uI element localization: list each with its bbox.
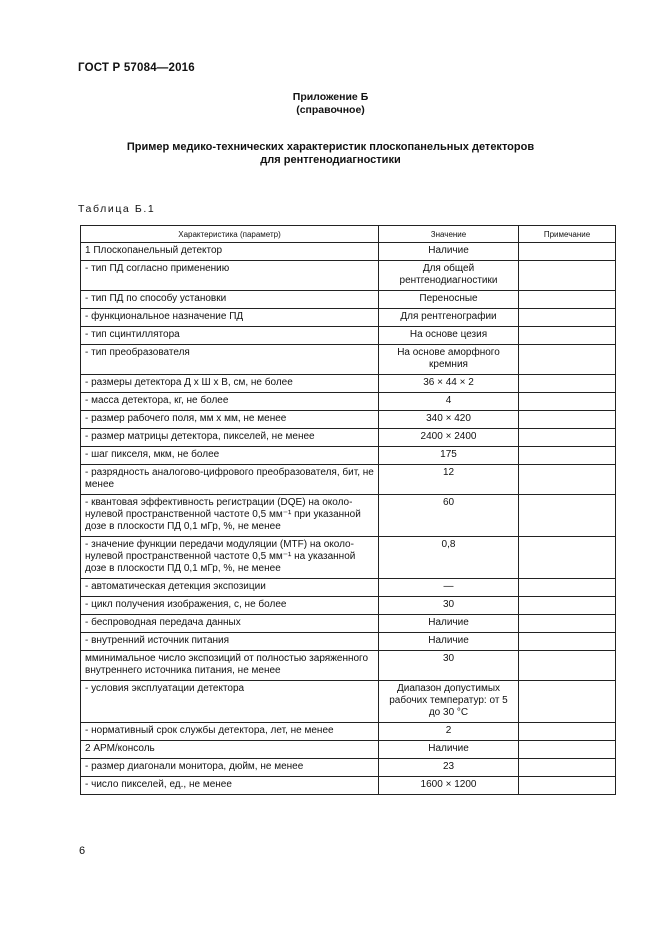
table-row [81, 633, 616, 651]
table-row [81, 651, 616, 681]
note-cell [519, 429, 616, 447]
note-cell [519, 615, 616, 633]
value-cell: Для рентгенографии [379, 309, 519, 327]
table-row [81, 261, 616, 291]
note-cell [519, 537, 616, 579]
param-cell: - масса детектора, кг, не более [81, 393, 379, 411]
document-title-line-2: для рентгенодиагностики [260, 154, 401, 166]
param-cell: - шаг пикселя, мкм, не более [81, 447, 379, 465]
note-cell [519, 633, 616, 651]
value-cell: Диапазон допустимых рабочих температур: от 5 до 30 °С [379, 681, 519, 723]
value-cell: — [379, 579, 519, 597]
value-cell: 30 [379, 651, 519, 681]
table-row [81, 495, 616, 537]
note-cell [519, 447, 616, 465]
document-title [0, 141, 661, 167]
value-cell: Наличие [379, 741, 519, 759]
table-row [81, 345, 616, 375]
param-cell: - размер диагонали монитора, дюйм, не менее [81, 759, 379, 777]
value-cell: 175 [379, 447, 519, 465]
value-cell: Для общей рентгенодиагностики [379, 261, 519, 291]
note-cell [519, 579, 616, 597]
table-row [81, 375, 616, 393]
param-cell: - тип преобразователя [81, 345, 379, 375]
table-row [81, 393, 616, 411]
value-cell: 4 [379, 393, 519, 411]
table-row [81, 465, 616, 495]
param-cell: - беспроводная передача данных [81, 615, 379, 633]
note-cell [519, 681, 616, 723]
param-cell: - число пикселей, ед., не менее [81, 777, 379, 795]
table-row [81, 291, 616, 309]
value-cell: Наличие [379, 633, 519, 651]
note-cell [519, 651, 616, 681]
value-cell: Переносные [379, 291, 519, 309]
table-row [81, 411, 616, 429]
table-row [81, 681, 616, 723]
value-cell: На основе цезия [379, 327, 519, 345]
note-cell [519, 597, 616, 615]
param-cell: 1 Плоскопанельный детектор [81, 243, 379, 261]
note-cell [519, 243, 616, 261]
appendix-title: Приложение Б [292, 91, 369, 103]
note-cell [519, 375, 616, 393]
table-row [81, 741, 616, 759]
param-cell: мминимальное число экспозиций от полностью заряженного внутреннего источника питания, не менее [81, 651, 379, 681]
param-cell: - автоматическая детекция экспозиции [81, 579, 379, 597]
note-cell [519, 741, 616, 759]
value-cell: 2400 × 2400 [379, 429, 519, 447]
table-row [81, 309, 616, 327]
table-row [81, 777, 616, 795]
value-cell: Наличие [379, 243, 519, 261]
note-cell [519, 291, 616, 309]
note-cell [519, 345, 616, 375]
value-cell: 1600 × 1200 [379, 777, 519, 795]
param-cell: - разрядность аналогово-цифрового преобразователя, бит, не менее [81, 465, 379, 495]
param-cell: - цикл получения изображения, с, не более [81, 597, 379, 615]
note-cell [519, 495, 616, 537]
note-cell [519, 411, 616, 429]
page-number: 6 [79, 845, 86, 857]
table-row [81, 759, 616, 777]
param-cell: - тип ПД согласно применению [81, 261, 379, 291]
table-row [81, 579, 616, 597]
value-cell: 60 [379, 495, 519, 537]
table-row [81, 327, 616, 345]
value-cell: Наличие [379, 615, 519, 633]
param-cell: - условия эксплуатации детектора [81, 681, 379, 723]
param-cell: - квантовая эффективность регистрации (DQE) на около-нулевой пространственной частоте 0,5 мм⁻¹ при указанной дозе в плоскости ПД 0,1 мГр, %, не менее [81, 495, 379, 537]
table-caption: Таблица Б.1 [78, 203, 156, 215]
document-title-line-1: Пример медико-технических характеристик плоскопанельных детекторов [126, 141, 535, 153]
note-cell [519, 261, 616, 291]
table-row [81, 615, 616, 633]
note-cell [519, 327, 616, 345]
note-cell [519, 723, 616, 741]
table-row [81, 537, 616, 579]
value-cell: 2 [379, 723, 519, 741]
table-row [81, 243, 616, 261]
value-cell: 0,8 [379, 537, 519, 579]
note-cell [519, 777, 616, 795]
note-cell [519, 309, 616, 327]
table-row [81, 723, 616, 741]
specifications-table [80, 225, 616, 795]
table-row [81, 447, 616, 465]
note-cell [519, 465, 616, 495]
document-header-standard: ГОСТ Р 57084—2016 [78, 62, 195, 74]
param-cell: - тип ПД по способу установки [81, 291, 379, 309]
column-header-note: Примечание [519, 226, 616, 243]
param-cell: - размер рабочего поля, мм х мм, не менее [81, 411, 379, 429]
param-cell: - внутренний источник питания [81, 633, 379, 651]
column-header-parameter: Характеристика (параметр) [81, 226, 379, 243]
value-cell: 23 [379, 759, 519, 777]
note-cell [519, 759, 616, 777]
param-cell: 2 АРМ/консоль [81, 741, 379, 759]
param-cell: - функциональное назначение ПД [81, 309, 379, 327]
param-cell: - нормативный срок службы детектора, лет, не менее [81, 723, 379, 741]
table-row [81, 429, 616, 447]
param-cell: - размеры детектора Д х Ш х В, см, не более [81, 375, 379, 393]
value-cell: 12 [379, 465, 519, 495]
appendix-subtitle: (справочное) [296, 104, 365, 116]
value-cell: 36 × 44 × 2 [379, 375, 519, 393]
value-cell: 340 × 420 [379, 411, 519, 429]
value-cell: На основе аморфного кремния [379, 345, 519, 375]
column-header-value: Значение [379, 226, 519, 243]
note-cell [519, 393, 616, 411]
param-cell: - тип сцинтиллятора [81, 327, 379, 345]
param-cell: - значение функции передачи модуляции (MTF) на около-нулевой пространственной частоте 0,5 мм⁻¹ на указанной дозе в плоскости ПД 0,1 мГр, %, не менее [81, 537, 379, 579]
param-cell: - размер матрицы детектора, пикселей, не менее [81, 429, 379, 447]
table-header-row [81, 226, 616, 243]
table-row [81, 597, 616, 615]
appendix-heading [0, 91, 661, 117]
value-cell: 30 [379, 597, 519, 615]
